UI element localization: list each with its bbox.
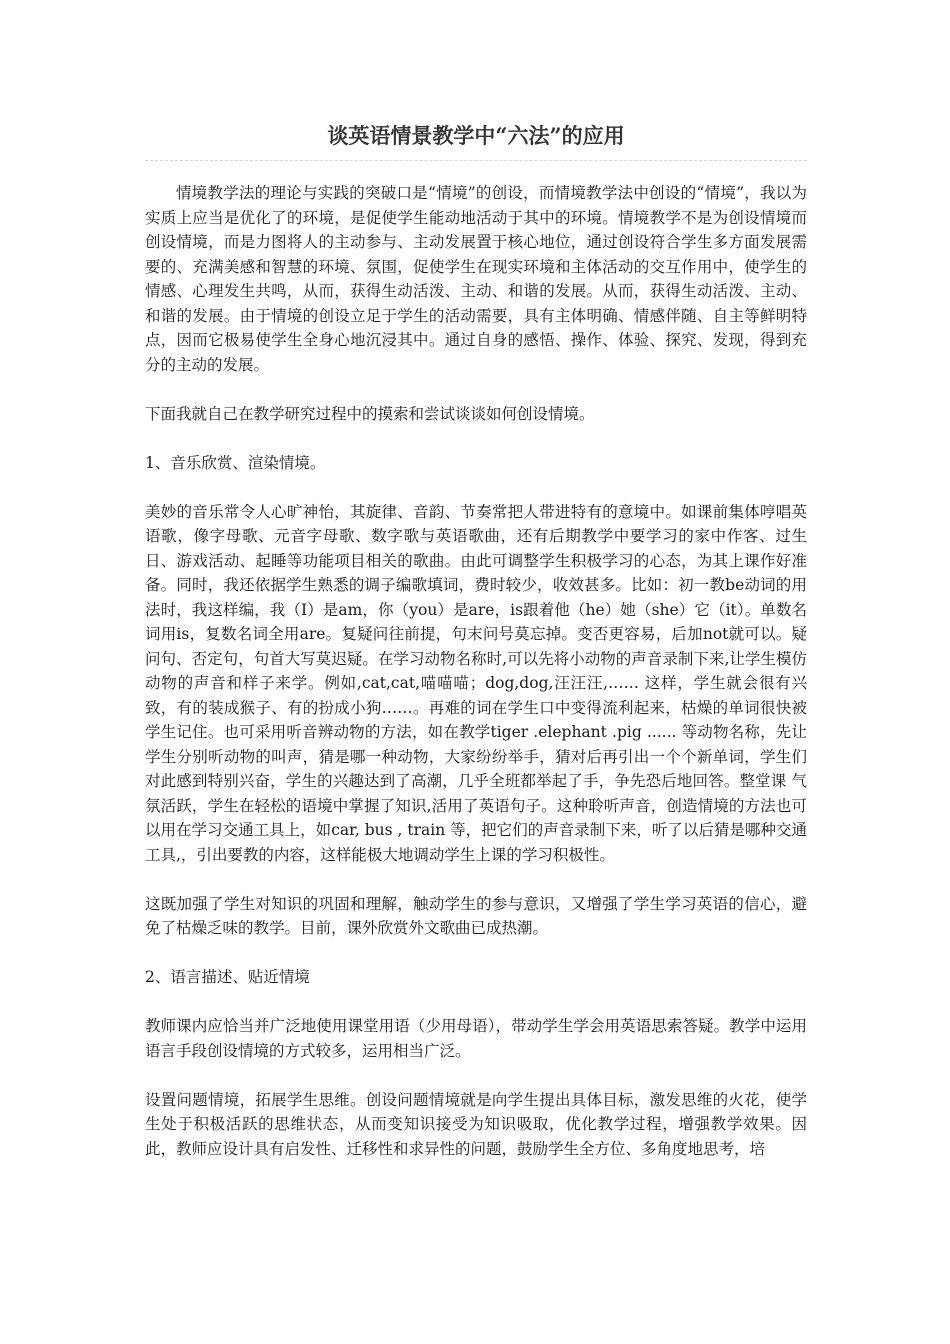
document-page [145,118,807,1186]
paragraph-music-summary: 这既加强了学生对知识的巩固和理解，触动学生的参与意识，又增强了学生学习英语的信心，避免了枯燥乏味的教学。目前，课外欣赏外文歌曲已成热潮。 [145,894,807,937]
paragraph-intro: 情境教学法的理论与实践的突破口是“情境”的创设，而情境教学法中创设的“情境”，我以为实质上应当是优化了的环境，是促使学生能动地活动于其中的环境。情境教学不是为创设情境而创设情境，而是力图将人的主动参与、主动发展置于核心地位，通过创设符合学生多方面发展需要的、充满美感和智慧的环境、氛围，促使学生在现实环境和主体活动的交互作用中，使学生的情感、心理发生共鸣，从而，获得生动活泼、主动、和谐的发展。从而，获得生动活泼、主动、和谐的发展。由于情境的创设立足于学生的活动需要，具有主体明确、情感伴随、自主等鲜明特点，因而它极易使学生全身心地沉浸其中。通过自身的感悟、操作、体验、探究、发现，得到充分的主动的发展。 [145,184,807,374]
title-divider [145,160,807,161]
document-title: 谈英语情景教学中“六法”的应用 [327,123,625,148]
section-heading-2: 2、语言描述、贴近情境 [145,968,310,986]
paragraph-music: 美妙的音乐常令人心旷神怡，其旋律、音韵、节奏常把人带进特有的意境中。如课前集体哼唱英语歌，像字母歌、元音字母歌、数字歌与英语歌曲，还有后期教学中要学习的家中作客、过生日、游戏活动、起睡等功能项目相关的歌曲。由此可调整学生积极学习的心态，为其上课作好准备。同时，我还依据学生熟悉的调子编歌填词，费时较少，收效甚多。比如：初一教be动词的用法时，我这样编，我（I）是am，你（you）是are，is跟着他（he）她（she）它（it）。单数名词用is，复数名词全用are。复疑问往前提，句末问号莫忘掉。变否更容易，后加not就可以。疑问句、否定句，句首大写莫迟疑。在学习动物名称时,可以先将小动物的声音录制下来,让学生模仿动物的声音和样子来学。例如,cat,cat,喵喵喵；dog,dog,汪汪汪,…… 这样，学生就会很有兴致，有的装成猴子、有的扮成小狗……。再难的词在学生口中变得流利起来，枯燥的单词很快被学生记住。也可采用听音辨动物的方法，如在教学tiger .elephant .pig ...... 等动物名称，先让学生分别听动物的叫声，猜是哪一种动物，大家纷纷举手，猜对后再引出一个个新单词，学生们对此感到特别兴奋，学生的兴趣达到了高潮，几乎全班都举起了手，争先恐后地回答。整堂课 气氛活跃，学生在轻松的语境中掌握了知识,活用了英语句子。这种聆听声音，创造情境的方法也可以用在学习交通工具上，如car, bus , train 等，把它们的声音录制下来，听了以后猜是哪种交通工具,，引出要教的内容，这样能极大地调动学生上课的学习积极性。 [145,502,807,864]
paragraph-questions: 设置问题情境，拓展学生思维。创设问题情境就是向学生提出具体目标，激发思维的火花，使学生处于积极活跃的思维状态，从而变知识接受为知识吸取，优化教学过程，增强教学效果。因此，教师应设计具有启发性、迁移性和求异性的问题，鼓励学生全方位、多角度地思考，培 [145,1090,807,1158]
document-body [145,181,807,1161]
paragraph-language: 教师课内应恰当并广泛地使用课堂用语（少用母语），带动学生学会用英语思索答疑。教学中运用语言手段创设情境的方式较多，运用相当广泛。 [145,1017,807,1060]
paragraph-overview: 下面我就自己在教学研究过程中的摸索和尝试谈谈如何创设情境。 [145,404,595,423]
section-heading-1: 1、音乐欣赏、渲染情境。 [145,453,326,472]
